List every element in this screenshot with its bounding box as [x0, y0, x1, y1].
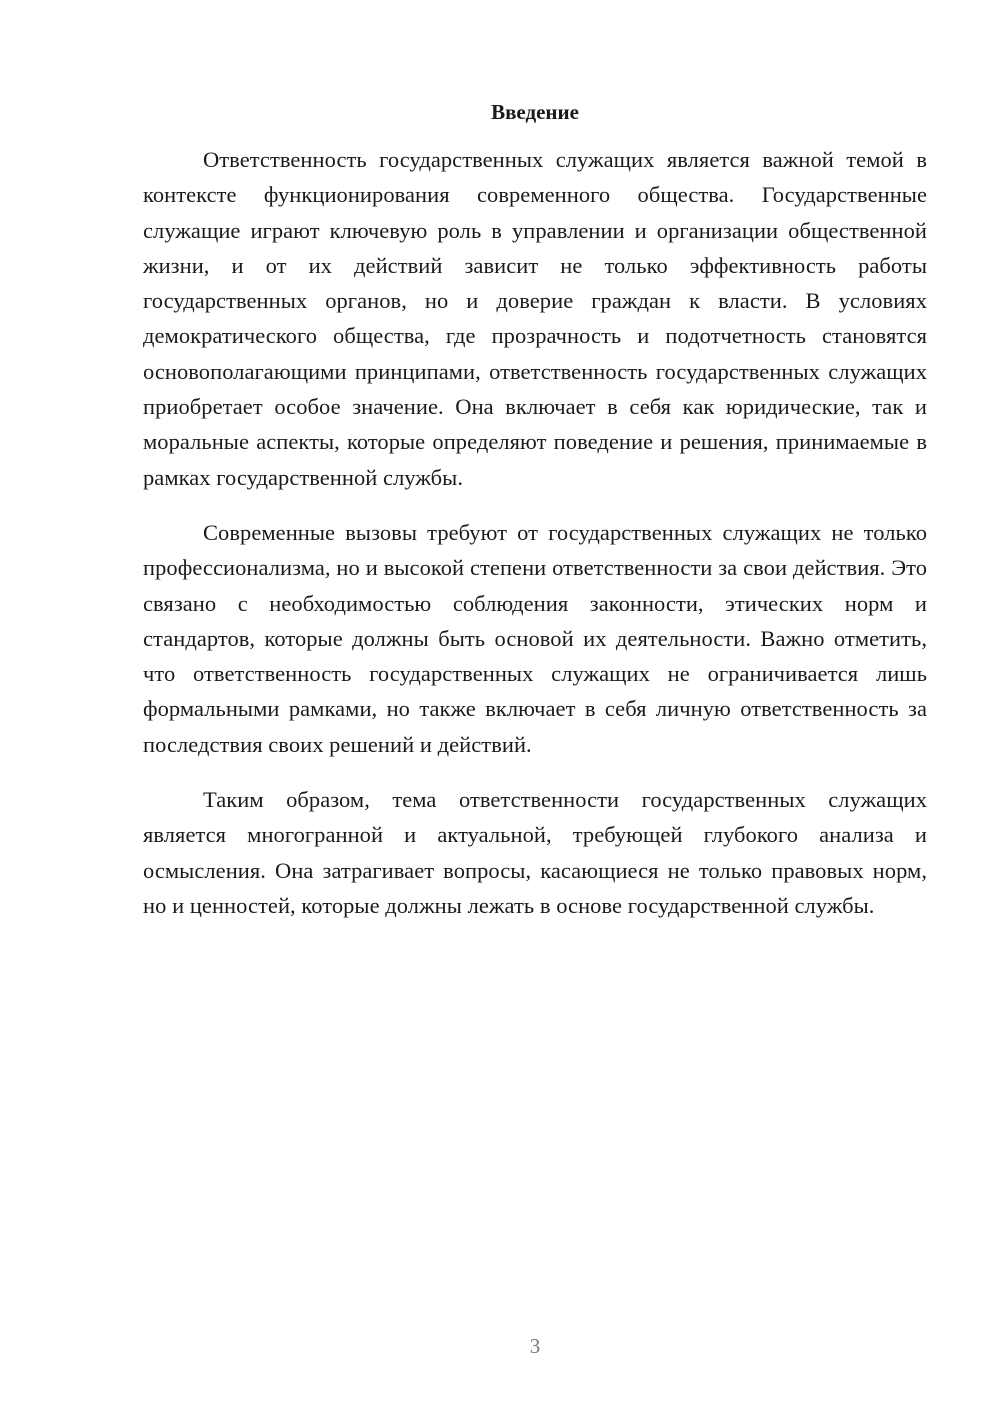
page-number: 3 [529, 1334, 541, 1358]
paragraph-2: Современные вызовы требуют от государственных служащих не только профессионализма, но и высокой степени ответственности за свои действия. Это связано с необходимостью соблюдения законности, этических норм и стандартов, которые должны быть основой их деятельности. Важно отметить, что ответственность государственных служащих не ограничивается лишь формальными рамками, но также включает в себя личную ответственность за последствия своих решений и действий. [143, 519, 927, 757]
paragraph-3: Таким образом, тема ответственности государственных служащих является многогранной и актуальной, требующей глубокого анализа и осмысления. Она затрагивает вопросы, касающиеся не только правовых норм, но и ценностей, которые должны лежать в основе государственной службы. [143, 787, 927, 918]
section-heading: Введение [491, 100, 579, 124]
paragraph-1: Ответственность государственных служащих является важной темой в контексте функционирования современного общества. Государственные служащие играют ключевую роль в управлении и организации общественной жизни, и от их действий зависит не только эффективность работы государственных органов, но и доверие граждан к власти. В условиях демократического общества, где прозрачность и подотчетность становятся основополагающими принципами, ответственность государственных служащих приобретает особое значение. Она включает в себя как юридические, так и моральные аспекты, которые определяют поведение и решения, принимаемые в рамках государственной службы. [143, 147, 927, 490]
body-text [143, 142, 927, 923]
